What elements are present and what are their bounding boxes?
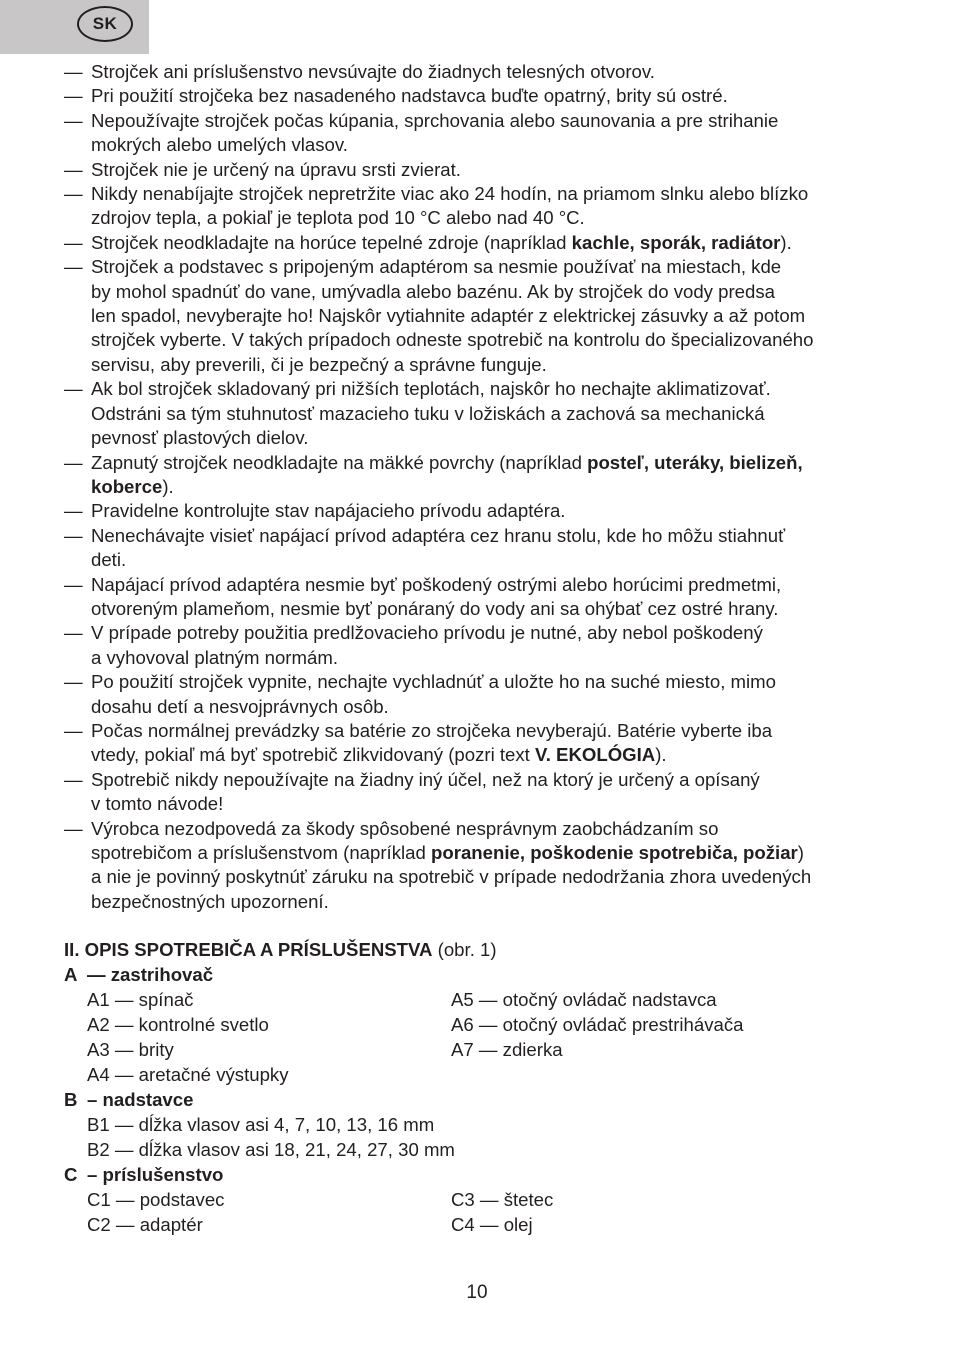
- line-bold-text: kachle, sporák, radiátor: [571, 231, 781, 253]
- language-badge: SK: [77, 6, 133, 42]
- group-heading: [64, 1087, 894, 1112]
- line-text-after: ).: [780, 231, 792, 253]
- dash-bullet: —: [64, 573, 83, 595]
- warning-line: [91, 548, 894, 572]
- warning-line: [91, 60, 894, 84]
- warning-line: [91, 280, 894, 304]
- line-text: len spadol, nevyberajte ho! Najskôr vytiahnite adaptér z elektrickej zásuvky a až potom: [91, 305, 806, 327]
- warning-line: [91, 84, 894, 108]
- dash-bullet: —: [64, 671, 83, 693]
- line-text: V prípade potreby použitia predlžovacieho prívodu je nutné, aby nebol poškodený: [91, 622, 763, 644]
- warning-item: [64, 60, 894, 84]
- line-text: Po použití strojček vypnite, nechajte vychladnúť a uložte ho na suché miesto, mimo: [91, 671, 776, 693]
- dash-bullet: —: [64, 109, 83, 131]
- page-number: 10: [466, 1282, 488, 1303]
- parts-row: [64, 1062, 894, 1087]
- line-text: vtedy, pokiaľ má byť spotrebič zlikvidovaný (pozri text: [91, 744, 536, 766]
- parts-row: [64, 1187, 894, 1212]
- part-label: A3 — brity: [87, 1039, 174, 1060]
- warning-line: [91, 133, 894, 157]
- description-section: [64, 937, 894, 1237]
- line-text-after: ).: [162, 475, 174, 497]
- dash-bullet: —: [64, 158, 83, 180]
- warning-line: [91, 328, 894, 352]
- line-text: mokrých alebo umelých vlasov.: [91, 134, 348, 156]
- dash-bullet: —: [64, 231, 83, 253]
- warning-line: [91, 402, 894, 426]
- line-text: Nepoužívajte strojček počas kúpania, sprchovania alebo saunovania a pre strihanie: [91, 109, 779, 131]
- warning-line: [91, 743, 894, 767]
- group-letter: A: [64, 964, 78, 985]
- dash-bullet: —: [64, 719, 83, 741]
- warning-line: [91, 353, 894, 377]
- part-label: A2 — kontrolné svetlo: [87, 1014, 269, 1035]
- part-label: A4 — aretačné výstupky: [87, 1064, 289, 1085]
- group-heading: [64, 962, 894, 987]
- group-letter: B: [64, 1089, 78, 1110]
- dash-bullet: —: [64, 524, 83, 546]
- line-text: strojček vyberte. V takých prípadoch odneste spotrebič na kontrolu do špecializovaného: [91, 329, 814, 351]
- warning-line: [91, 182, 894, 206]
- warning-line: [91, 573, 894, 597]
- dash-bullet: —: [64, 768, 83, 790]
- line-text: Spotrebič nikdy nepoužívajte na žiadny iný účel, než na ktorý je určený a opísaný: [91, 768, 760, 790]
- warning-item: [64, 451, 894, 500]
- warning-line: [91, 890, 894, 914]
- section-title: [64, 937, 894, 962]
- warning-line: [91, 841, 894, 865]
- part-label: C2 — adaptér: [87, 1214, 203, 1235]
- warning-item: [64, 499, 894, 523]
- part-label: C4 — olej: [451, 1214, 533, 1235]
- line-text: a nie je povinný poskytnúť záruku na spotrebič v prípade nedodržania zhora uvedených: [91, 866, 812, 888]
- parts-row: [64, 1012, 894, 1037]
- warning-item: [64, 670, 894, 719]
- line-text: v tomto návode!: [91, 793, 224, 815]
- line-text: Výrobca nezodpovedá za škody spôsobené nesprávnym zaobchádzaním so: [91, 817, 719, 839]
- line-text: Pri použití strojčeka bez nasadeného nadstavca buďte opatrný, brity sú ostré.: [91, 85, 728, 107]
- warning-line: [91, 206, 894, 230]
- line-text: a vyhovoval platným normám.: [91, 646, 338, 668]
- warning-item: [64, 109, 894, 158]
- warning-item: [64, 158, 894, 182]
- warning-line: [91, 768, 894, 792]
- warning-item: [64, 524, 894, 573]
- warning-line: [91, 499, 894, 523]
- line-text: servisu, aby preverili, či je bezpečný a správne funguje.: [91, 353, 547, 375]
- dash-bullet: —: [64, 622, 83, 644]
- group-title: – nadstavce: [87, 1089, 194, 1110]
- part-label: A7 — zdierka: [451, 1039, 563, 1060]
- dash-bullet: —: [64, 61, 83, 82]
- parts-row: [64, 1137, 894, 1162]
- warning-line: [91, 817, 894, 841]
- warning-line: [91, 865, 894, 889]
- warning-item: [64, 573, 894, 622]
- group-title: – príslušenstvo: [87, 1164, 224, 1185]
- line-text: Pravidelne kontrolujte stav napájacieho prívodu adaptéra.: [91, 500, 566, 522]
- line-bold-text: posteľ, uteráky, bielizeň,: [587, 451, 803, 473]
- warning-line: [91, 304, 894, 328]
- line-text: Strojček nie je určený na úpravu srsti zvierat.: [91, 158, 461, 180]
- dash-bullet: —: [64, 451, 83, 473]
- warning-item: [64, 621, 894, 670]
- warning-line: [91, 451, 894, 475]
- line-text: bezpečnostných upozornení.: [91, 890, 329, 912]
- line-text: Odstráni sa tým stuhnutosť mazacieho tuku v ložiskách a zachová sa mechanická: [91, 402, 765, 424]
- warning-item: [64, 231, 894, 255]
- warning-line: [91, 377, 894, 401]
- line-text: spotrebičom a príslušenstvom (napríklad: [91, 842, 431, 863]
- part-label: C1 — podstavec: [87, 1189, 225, 1210]
- warning-line: [91, 621, 894, 645]
- line-text: Nikdy nenabíjajte strojček nepretržite viac ako 24 hodín, na priamom slnku alebo blízko: [91, 183, 809, 205]
- language-tab: [0, 0, 149, 54]
- warning-item: [64, 719, 894, 768]
- dash-bullet: —: [64, 817, 83, 839]
- line-text: Strojček a podstavec s pripojeným adaptérom sa nesmie používať na miestach, kde: [91, 256, 782, 278]
- line-bold-text: koberce: [91, 475, 163, 497]
- parts-row: [64, 987, 894, 1012]
- parts-row: [64, 1037, 894, 1062]
- warning-item: [64, 817, 894, 915]
- safety-warnings-list: [64, 60, 894, 914]
- parts-groups: [64, 962, 894, 1237]
- dash-bullet: —: [64, 378, 83, 400]
- warning-line: [91, 255, 894, 279]
- warning-line: [91, 231, 894, 255]
- dash-bullet: —: [64, 500, 83, 522]
- line-text: Napájací prívod adaptéra nesmie byť poškodený ostrými alebo horúcimi predmetmi,: [91, 573, 782, 595]
- group-title: — zastrihovač: [87, 964, 214, 985]
- group-heading: [64, 1162, 894, 1187]
- line-text: Strojček ani príslušenstvo nevsúvajte do žiadnych telesných otvorov.: [91, 61, 655, 82]
- line-text: Strojček neodkladajte na horúce tepelné zdroje (napríklad: [91, 231, 572, 253]
- line-bold-text: poranenie, poškodenie spotrebiča, požiar: [431, 842, 798, 863]
- warning-item: [64, 255, 894, 377]
- line-text: dosahu detí a nesvojprávnych osôb.: [91, 695, 389, 717]
- section-title-bold: II. OPIS SPOTREBIČA A PRÍSLUŠENSTVA: [64, 939, 433, 960]
- line-text: pevnosť plastových dielov.: [91, 427, 309, 449]
- line-text: otvoreným plameňom, nesmie byť ponáraný do vody ani sa ohýbať cez ostré hrany.: [91, 597, 779, 619]
- warning-line: [91, 670, 894, 694]
- warning-line: [91, 524, 894, 548]
- line-text: Zapnutý strojček neodkladajte na mäkké povrchy (napríklad: [91, 451, 588, 473]
- line-text: Nenechávajte visieť napájací prívod adaptéra cez hranu stolu, kde ho môžu stiahnuť: [91, 524, 786, 546]
- line-text-after: ).: [655, 744, 667, 766]
- parts-row: [64, 1112, 894, 1137]
- part-label: B1 — dĺžka vlasov asi 4, 7, 10, 13, 16 mm: [87, 1114, 435, 1135]
- part-label: A5 — otočný ovládač nadstavca: [451, 989, 717, 1010]
- line-text: zdrojov tepla, a pokiaľ je teplota pod 10 °C alebo nad 40 °C.: [91, 207, 585, 229]
- dash-bullet: —: [64, 183, 83, 205]
- part-label: B2 — dĺžka vlasov asi 18, 21, 24, 27, 30 mm: [87, 1139, 455, 1160]
- line-text: by mohol spadnúť do vane, umývadla alebo bazénu. Ak by strojček do vody predsa: [91, 280, 776, 302]
- warning-line: [91, 158, 894, 182]
- part-label: C3 — štetec: [451, 1189, 554, 1210]
- warning-line: [91, 475, 894, 499]
- warning-item: [64, 182, 894, 231]
- warning-line: [91, 109, 894, 133]
- section-title-ref: (obr. 1): [432, 939, 497, 960]
- warning-line: [91, 719, 894, 743]
- parts-row: [64, 1212, 894, 1237]
- line-bold-text: V. EKOLÓGIA: [535, 744, 656, 766]
- line-text-after: ): [797, 842, 804, 863]
- warning-item: [64, 768, 894, 817]
- line-text: deti.: [91, 549, 127, 571]
- group-letter: C: [64, 1164, 78, 1185]
- line-text: Ak bol strojček skladovaný pri nižších teplotách, najskôr ho nechajte aklimatizovať.: [91, 378, 771, 400]
- warning-line: [91, 597, 894, 621]
- warning-line: [91, 646, 894, 670]
- dash-bullet: —: [64, 256, 83, 278]
- part-label: A1 — spínač: [87, 989, 194, 1010]
- warning-item: [64, 84, 894, 108]
- part-label: A6 — otočný ovládač prestrihávača: [451, 1014, 744, 1035]
- warning-line: [91, 695, 894, 719]
- line-text: Počas normálnej prevádzky sa batérie zo strojčeka nevyberajú. Batérie vyberte iba: [91, 719, 773, 741]
- dash-bullet: —: [64, 85, 83, 107]
- warning-item: [64, 377, 894, 450]
- warning-line: [91, 426, 894, 450]
- warning-line: [91, 792, 894, 816]
